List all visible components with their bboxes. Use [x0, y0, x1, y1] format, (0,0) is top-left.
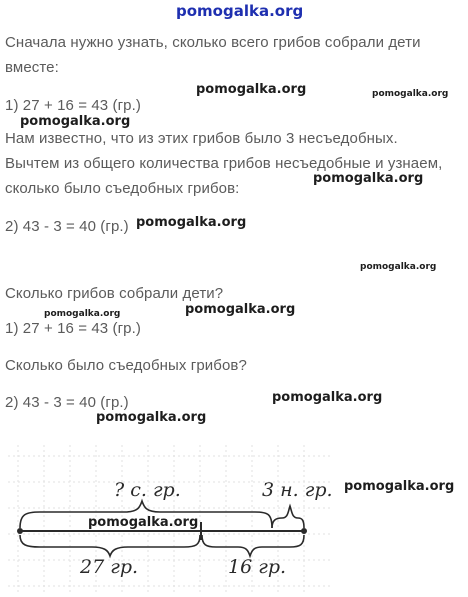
brace-part-1 [20, 535, 200, 556]
label-inedible: 3 н. гр. [262, 479, 333, 501]
label-unknown-edible: ? с. гр. [114, 479, 181, 501]
brace-part-2 [202, 535, 304, 556]
step-1: 1) 27 + 16 = 43 (гр.) [5, 97, 141, 114]
question-1: Сколько грибов собрали дети? [5, 285, 224, 302]
watermark: pomogalka.org [44, 309, 121, 319]
watermark: pomogalka.org [96, 410, 207, 425]
watermark: pomogalka.org [360, 262, 437, 272]
watermark: pomogalka.org [88, 515, 199, 530]
step-2: 2) 43 - 3 = 40 (гр.) [5, 218, 129, 235]
watermark: pomogalka.org [185, 302, 296, 317]
intro-line-1: Сначала нужно узнать, сколько всего грибов собрали дети [5, 34, 421, 51]
label-part-2: 16 гр. [228, 556, 287, 578]
intro-line-2: вместе: [5, 59, 59, 76]
watermark: pomogalka.org [196, 82, 307, 97]
answer-1: 1) 27 + 16 = 43 (гр.) [5, 320, 141, 337]
segment-start-point [17, 528, 23, 534]
site-logo: pomogalka.org [176, 2, 304, 20]
watermark: pomogalka.org [272, 390, 383, 405]
segment-end-point [301, 528, 307, 534]
label-part-1: 27 гр. [80, 556, 139, 578]
watermark: pomogalka.org [344, 479, 455, 494]
watermark: pomogalka.org [20, 114, 131, 129]
info-line-2: Вычтем из общего количества грибов несъедобные и узнаем, [5, 155, 443, 172]
watermark: pomogalka.org [313, 171, 424, 186]
question-2: Сколько было съедобных грибов? [5, 357, 247, 374]
watermark: pomogalka.org [136, 215, 247, 230]
info-line-1: Нам известно, что из этих грибов было 3 несъедобных. [5, 130, 398, 147]
brace-inedible [272, 506, 304, 528]
info-line-3: сколько было съедобных грибов: [5, 180, 240, 197]
answer-2: 2) 43 - 3 = 40 (гр.) [5, 394, 129, 411]
watermark: pomogalka.org [372, 89, 449, 99]
